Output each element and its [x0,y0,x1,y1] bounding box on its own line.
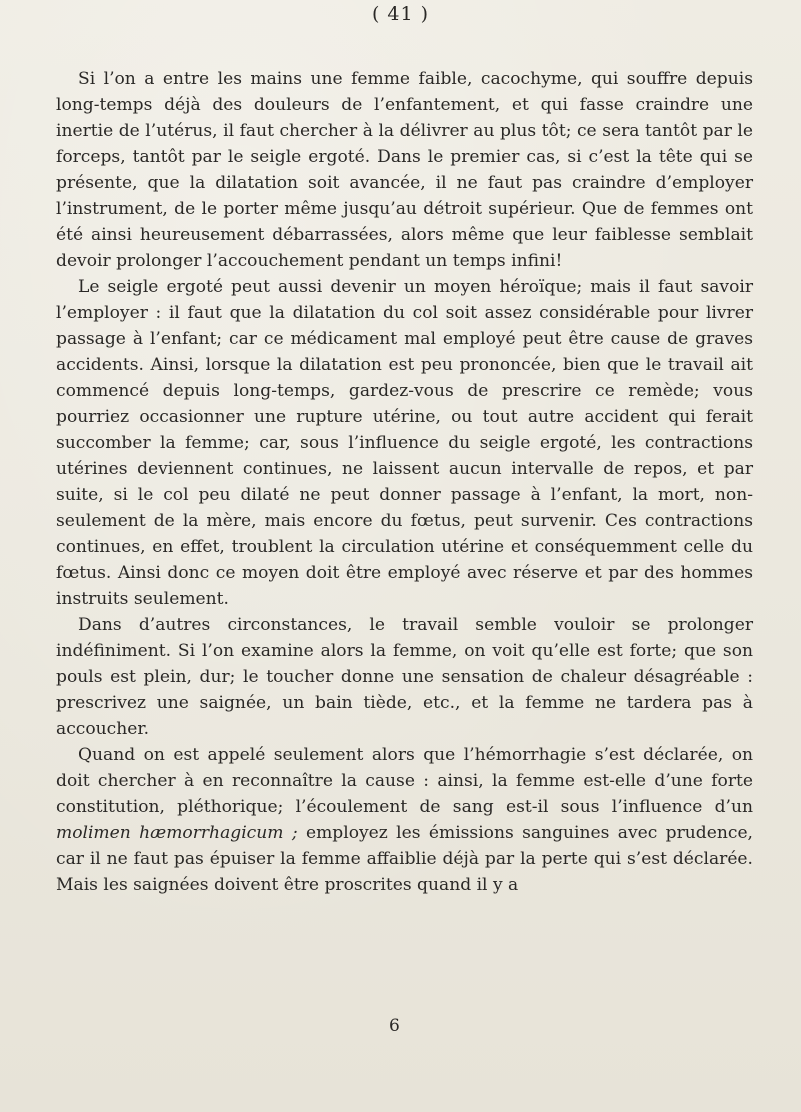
signature-mark: 6 [389,1016,400,1036]
latin-term: molimen hæmorrhagicum ; [56,823,298,843]
body-text [56,66,753,898]
paragraph-4-before: Quand on est appelé seulement alors que l’hémorrhagie s’est déclarée, on doit chercher à en reconnaître la cause : ainsi, la femme est-elle d’une forte constitution, pléthorique; l’écoulement de sang est-il sous l’influence d’un [56,745,753,817]
paragraph-1: Si l’on a entre les mains une femme faible, cacochyme, qui souffre depuis long-temps déjà des douleurs de l’enfantement, et qui fasse craindre une inertie de l’utérus, il faut chercher à la délivrer au plus tôt; ce sera tantôt par le forceps, tantôt par le seigle ergoté. Dans le premier cas, si c’est la tête qui se présente, que la dilatation soit avancée, il ne faut pas craindre d’employer l’instrument, de le porter même jusqu’au détroit supérieur. Que de femmes ont été ainsi heureusement débarrassées, alors même que leur faiblesse semblait devoir prolonger l’accouchement pendant un temps infini! [56,69,753,271]
paragraph-2: Le seigle ergoté peut aussi devenir un moyen héroïque; mais il faut savoir l’employer : il faut que la dilatation du col soit assez considérable pour livrer passage à l’enfant; car ce médicament mal employé peut être cause de graves accidents. Ainsi, lorsque la dilatation est peu prononcée, bien que le travail ait commencé depuis long-temps, gardez-vous de prescrire ce remède; vous pourriez occasionner une rupture utérine, ou tout autre accident qui ferait succomber la femme; car, sous l’influence du seigle ergoté, les contractions utérines deviennent continues, ne laissent aucun intervalle de repos, et par suite, si le col peu dilaté ne peut donner passage à l’enfant, la mort, non-seulement de la mère, mais encore du fœtus, peut survenir. Ces contractions continues, en effet, troublent la circulation utérine et conséquemment celle du fœtus. Ainsi donc ce moyen doit être employé avec réserve et par des hommes instruits seulement. [56,277,753,609]
paragraph-4-after: employez les émissions sanguines avec prudence, car il ne faut pas épuiser la femme affaiblie déjà par la perte qui s’est déclarée. Mais les saignées doivent être proscrites quand il y a [56,823,753,895]
paragraph-3: Dans d’autres circonstances, le travail semble vouloir se prolonger indéfiniment. Si l’on examine alors la femme, on voit qu’elle est forte; que son pouls est plein, dur; le toucher donne une sensation de chaleur désagréable : prescrivez une saignée, un bain tiède, etc., et la femme ne tardera pas à accoucher. [56,615,753,739]
paragraph-4 [56,742,753,898]
page-number: ( 41 ) [371,3,430,25]
signature-mark-row [0,1016,801,1036]
